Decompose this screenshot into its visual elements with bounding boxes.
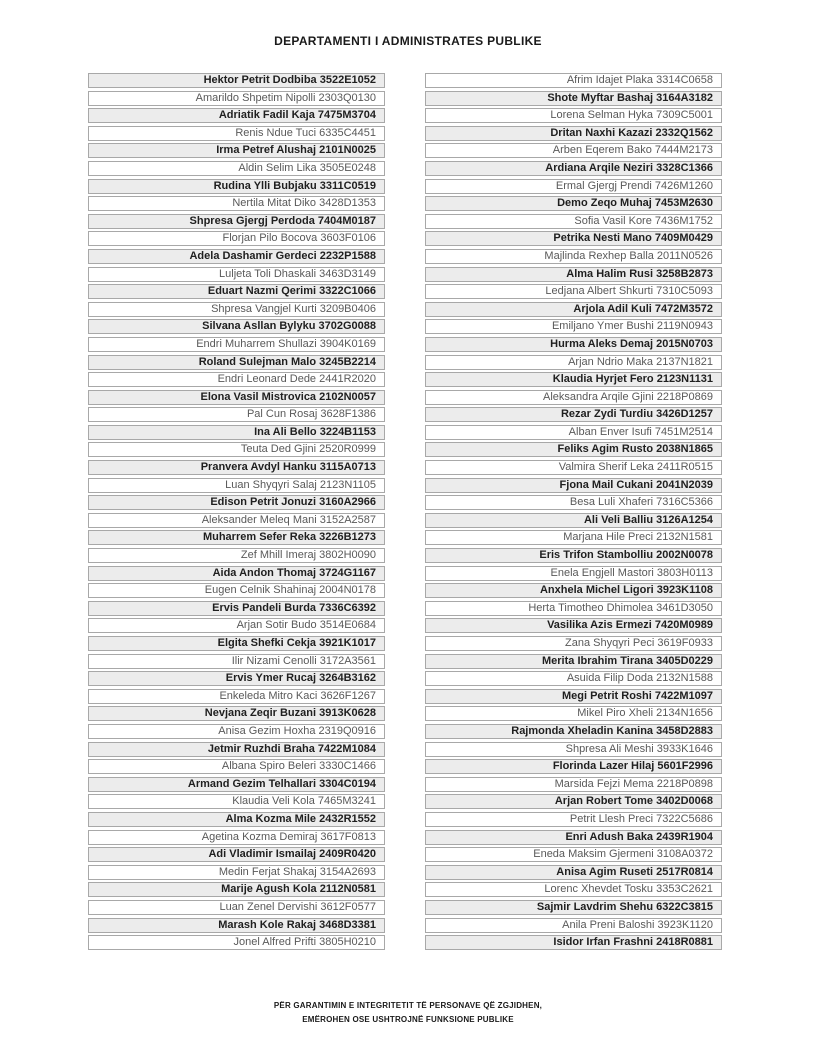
list-item: Besa Luli Xhaferi 7316C5366	[425, 495, 722, 510]
list-item: Edison Petrit Jonuzi 3160A2966	[88, 495, 385, 510]
list-item: Afrim Idajet Plaka 3314C0658	[425, 73, 722, 88]
list-item: Teuta Ded Gjini 2520R0999	[88, 442, 385, 457]
list-item: Ina Ali Bello 3224B1153	[88, 425, 385, 440]
list-item: Ervis Pandeli Burda 7336C6392	[88, 601, 385, 616]
list-item: Nevjana Zeqir Buzani 3913K0628	[88, 706, 385, 721]
list-item: Zana Shyqyri Peci 3619F0933	[425, 636, 722, 651]
list-item: Vasilika Azis Ermezi 7420M0989	[425, 618, 722, 633]
list-item: Enkeleda Mitro Kaci 3626F1267	[88, 689, 385, 704]
list-item: Pranvera Avdyl Hanku 3115A0713	[88, 460, 385, 475]
list-item: Petrika Nesti Mano 7409M0429	[425, 231, 722, 246]
list-item: Rezar Zydi Turdiu 3426D1257	[425, 407, 722, 422]
name-list-left	[88, 73, 385, 953]
list-item: Alma Halim Rusi 3258B2873	[425, 267, 722, 282]
list-item: Asuida Filip Doda 2132N1588	[425, 671, 722, 686]
list-item: Shpresa Gjergj Perdoda 7404M0187	[88, 214, 385, 229]
list-item: Ermal Gjergj Prendi 7426M1260	[425, 179, 722, 194]
list-item: Elgita Shefki Cekja 3921K1017	[88, 636, 385, 651]
list-item: Demo Zeqo Muhaj 7453M2630	[425, 196, 722, 211]
list-item: Fjona Mail Cukani 2041N2039	[425, 478, 722, 493]
list-item: Klaudia Veli Kola 7465M3241	[88, 794, 385, 809]
list-item: Pal Cun Rosaj 3628F1386	[88, 407, 385, 422]
list-item: Shpresa Ali Meshi 3933K1646	[425, 742, 722, 757]
list-item: Florinda Lazer Hilaj 5601F2996	[425, 759, 722, 774]
footer-line-1: PËR GARANTIMIN E INTEGRITETIT TË PERSONAVE QË ZGJIDHEN,	[273, 1001, 543, 1010]
list-item: Eduart Nazmi Qerimi 3322C1066	[88, 284, 385, 299]
list-item: Florjan Pilo Bocova 3603F0106	[88, 231, 385, 246]
list-item: Nertila Mitat Diko 3428D1353	[88, 196, 385, 211]
list-item: Majlinda Rexhep Balla 2011N0526	[425, 249, 722, 264]
list-item: Renis Ndue Tuci 6335C4451	[88, 126, 385, 141]
list-item: Mikel Piro Xheli 2134N1656	[425, 706, 722, 721]
list-item: Dritan Naxhi Kazazi 2332Q1562	[425, 126, 722, 141]
list-item: Sajmir Lavdrim Shehu 6322C3815	[425, 900, 722, 915]
list-item: Arjan Sotir Budo 3514E0684	[88, 618, 385, 633]
list-item: Arben Eqerem Bako 7444M2173	[425, 143, 722, 158]
name-list-right	[425, 73, 722, 953]
list-item: Adriatik Fadil Kaja 7475M3704	[88, 108, 385, 123]
list-item: Megi Petrit Roshi 7422M1097	[425, 689, 722, 704]
list-item: Muharrem Sefer Reka 3226B1273	[88, 530, 385, 545]
list-item: Valmira Sherif Leka 2411R0515	[425, 460, 722, 475]
list-item: Ali Veli Balliu 3126A1254	[425, 513, 722, 528]
list-item: Lorenc Xhevdet Tosku 3353C2621	[425, 882, 722, 897]
list-item: Anila Preni Baloshi 3923K1120	[425, 918, 722, 933]
list-item: Amarildo Shpetim Nipolli 2303Q0130	[88, 91, 385, 106]
list-item: Merita Ibrahim Tirana 3405D0229	[425, 654, 722, 669]
list-item: Medin Ferjat Shakaj 3154A2693	[88, 865, 385, 880]
list-item: Marije Agush Kola 2112N0581	[88, 882, 385, 897]
list-item: Agetina Kozma Demiraj 3617F0813	[88, 830, 385, 845]
list-item: Sofia Vasil Kore 7436M1752	[425, 214, 722, 229]
list-item: Arjola Adil Kuli 7472M3572	[425, 302, 722, 317]
list-item: Lorena Selman Hyka 7309C5001	[425, 108, 722, 123]
footer-line-2: EMËROHEN OSE USHTROJNË FUNKSIONE PUBLIKE	[302, 1015, 514, 1024]
list-item: Marsida Fejzi Mema 2218P0898	[425, 777, 722, 792]
list-item: Albana Spiro Beleri 3330C1466	[88, 759, 385, 774]
list-item: Marash Kole Rakaj 3468D3381	[88, 918, 385, 933]
list-item: Marjana Hile Preci 2132N1581	[425, 530, 722, 545]
list-item: Petrit Llesh Preci 7322C5686	[425, 812, 722, 827]
list-item: Aldin Selim Lika 3505E0248	[88, 161, 385, 176]
list-item: Rudina Ylli Bubjaku 3311C0519	[88, 179, 385, 194]
list-item: Luljeta Toli Dhaskali 3463D3149	[88, 267, 385, 282]
list-item: Ilir Nizami Cenolli 3172A3561	[88, 654, 385, 669]
list-item: Feliks Agim Rusto 2038N1865	[425, 442, 722, 457]
list-item: Adi Vladimir Ismailaj 2409R0420	[88, 847, 385, 862]
list-item: Irma Petref Alushaj 2101N0025	[88, 143, 385, 158]
list-item: Shpresa Vangjel Kurti 3209B0406	[88, 302, 385, 317]
list-item: Enela Engjell Mastori 3803H0113	[425, 566, 722, 581]
list-item: Aleksandra Arqile Gjini 2218P0869	[425, 390, 722, 405]
list-item: Endri Leonard Dede 2441R2020	[88, 372, 385, 387]
list-item: Eris Trifon Stambolliu 2002N0078	[425, 548, 722, 563]
list-item: Herta Timotheo Dhimolea 3461D3050	[425, 601, 722, 616]
list-item: Klaudia Hyrjet Fero 2123N1131	[425, 372, 722, 387]
list-item: Rajmonda Xheladin Kanina 3458D2883	[425, 724, 722, 739]
list-item: Arjan Ndrio Maka 2137N1821	[425, 355, 722, 370]
list-item: Roland Sulejman Malo 3245B2214	[88, 355, 385, 370]
list-item: Anisa Agim Ruseti 2517R0814	[425, 865, 722, 880]
list-item: Enri Adush Baka 2439R1904	[425, 830, 722, 845]
list-item: Eugen Celnik Shahinaj 2004N0178	[88, 583, 385, 598]
list-item: Emiljano Ymer Bushi 2119N0943	[425, 319, 722, 334]
page-footer	[0, 999, 816, 1027]
list-item: Jetmir Ruzhdi Braha 7422M1084	[88, 742, 385, 757]
list-item: Eneda Maksim Gjermeni 3108A0372	[425, 847, 722, 862]
list-item: Shote Myftar Bashaj 3164A3182	[425, 91, 722, 106]
list-item: Zef Mhill Imeraj 3802H0090	[88, 548, 385, 563]
list-item: Ledjana Albert Shkurti 7310C5093	[425, 284, 722, 299]
list-item: Ervis Ymer Rucaj 3264B3162	[88, 671, 385, 686]
list-item: Anxhela Michel Ligori 3923K1108	[425, 583, 722, 598]
list-item: Alban Enver Isufi 7451M2514	[425, 425, 722, 440]
list-item: Luan Zenel Dervishi 3612F0577	[88, 900, 385, 915]
list-item: Hurma Aleks Demaj 2015N0703	[425, 337, 722, 352]
list-item: Alma Kozma Mile 2432R1552	[88, 812, 385, 827]
list-item: Aleksander Meleq Mani 3152A2587	[88, 513, 385, 528]
list-item: Aida Andon Thomaj 3724G1167	[88, 566, 385, 581]
page-title: DEPARTAMENTI I ADMINISTRATES PUBLIKE	[274, 34, 542, 48]
list-item: Anisa Gezim Hoxha 2319Q0916	[88, 724, 385, 739]
list-item: Silvana Asllan Bylyku 3702G0088	[88, 319, 385, 334]
list-item: Ardiana Arqile Neziri 3328C1366	[425, 161, 722, 176]
list-item: Isidor Irfan Frashni 2418R0881	[425, 935, 722, 950]
list-item: Jonel Alfred Prifti 3805H0210	[88, 935, 385, 950]
list-item: Elona Vasil Mistrovica 2102N0057	[88, 390, 385, 405]
list-item: Arjan Robert Tome 3402D0068	[425, 794, 722, 809]
list-item: Adela Dashamir Gerdeci 2232P1588	[88, 249, 385, 264]
list-item: Endri Muharrem Shullazi 3904K0169	[88, 337, 385, 352]
list-item: Luan Shyqyri Salaj 2123N1105	[88, 478, 385, 493]
list-item: Armand Gezim Telhallari 3304C0194	[88, 777, 385, 792]
list-item: Hektor Petrit Dodbiba 3522E1052	[88, 73, 385, 88]
